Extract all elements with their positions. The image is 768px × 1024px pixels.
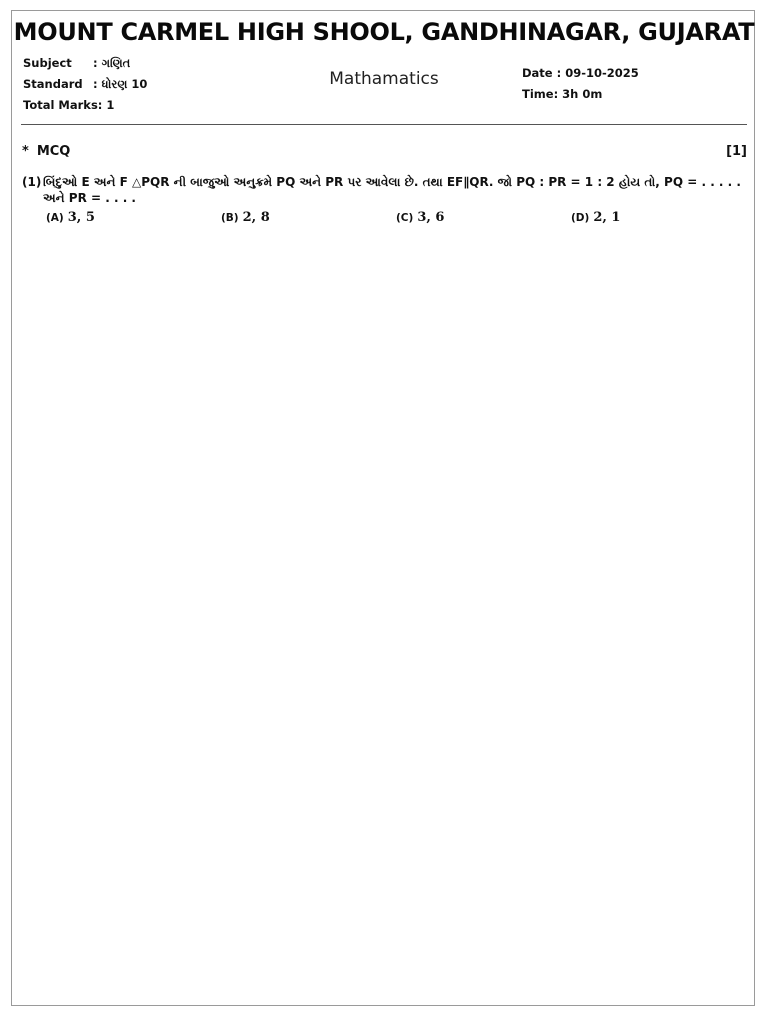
subject-value: : ગણિત: [93, 56, 131, 70]
time-value: : 3h 0m: [553, 87, 603, 101]
option-label: (D): [571, 212, 590, 224]
standard-value: : ધોરણ 10: [93, 77, 148, 91]
option-value: 2, 1: [593, 210, 621, 225]
option-value: 3, 6: [417, 210, 445, 225]
option-a: [46, 210, 95, 225]
standard-label: Standard: [23, 77, 83, 91]
page-border: [11, 10, 755, 1006]
time-row: [522, 86, 639, 107]
date-row: [522, 65, 639, 86]
total-marks-value: : 1: [97, 98, 115, 112]
option-value: 2, 8: [242, 210, 270, 225]
option-label: (A): [46, 212, 64, 224]
option-c: [396, 210, 444, 225]
total-marks-label: Total Marks: [23, 98, 98, 112]
option-label: (C): [396, 212, 414, 224]
total-marks-row: [23, 97, 147, 118]
option-label: (B): [221, 212, 239, 224]
option-value: 3, 5: [67, 210, 95, 225]
subject-title: Mathamatics: [329, 69, 439, 89]
question-text: બિંદુઓ E અને F △PQR ની બાજુઓ અનુક્રમે PQ અને PR પર આવેલા છે. તથા EF∥QR. જો PQ : PR = 1 : 2 હોય તો, PQ = . . . . . અને PR = . . . .: [43, 175, 741, 205]
section-marks: [1]: [726, 144, 747, 159]
section-heading: [22, 144, 747, 159]
header-divider: [21, 124, 747, 125]
date-value: : 09-10-2025: [556, 66, 639, 80]
option-b: [221, 210, 270, 225]
section-title: MCQ: [36, 144, 71, 159]
answer-options: [46, 210, 746, 228]
date-label: Date: [522, 66, 553, 80]
question-number: (1): [22, 175, 42, 189]
school-name: MOUNT CARMEL HIGH SHOOL, GANDHINAGAR, GUJARAT: [13, 18, 755, 46]
section-title-wrap: [22, 144, 70, 159]
time-label: Time: [522, 87, 554, 101]
meta-right-block: [522, 65, 639, 107]
section-marker: *: [22, 144, 29, 159]
option-d: [571, 210, 620, 225]
subject-label: Subject: [23, 56, 72, 70]
